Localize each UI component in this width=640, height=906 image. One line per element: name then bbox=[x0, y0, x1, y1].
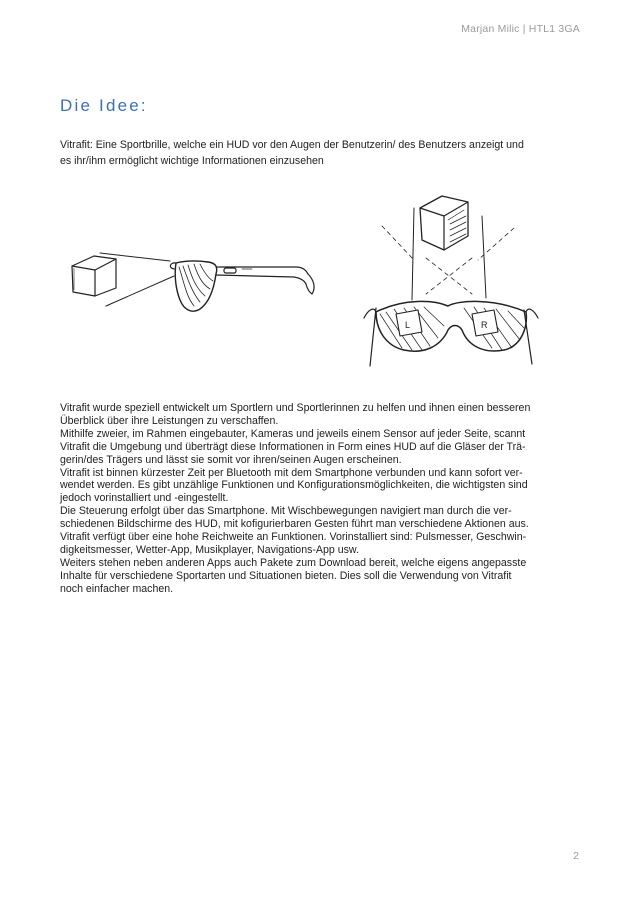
body-line: noch einfacher machen. bbox=[60, 582, 174, 595]
body-line: schiedenen Bildschirme des HUD, mit kofigurierbaren Gesten führt man verschiedene Aktionen aus. bbox=[60, 518, 529, 531]
body-line: Überblick über ihre Leistungen zu verschaffen. bbox=[60, 414, 279, 427]
main-body-text bbox=[60, 402, 582, 596]
hud-screen-right bbox=[472, 310, 498, 336]
intro-line: Vitrafit: Eine Sportbrille, welche ein HUD vor den Augen der Benutzerin/ des Benutzers anzeigt und bbox=[60, 139, 524, 151]
intro-paragraph bbox=[60, 137, 580, 169]
sunglasses-front-view-icon bbox=[364, 188, 552, 376]
body-line: wendet werden. Es gibt unzählige Funktionen und Konfigurationsmöglichkeiten, die wichtigsten sind bbox=[60, 479, 528, 492]
glasses-front-icon bbox=[364, 301, 538, 351]
cube-icon bbox=[72, 256, 116, 296]
body-line: jedoch vorinstalliert und -eingestellt. bbox=[60, 492, 229, 505]
body-line: digkeitsmesser, Wetter-App, Musikplayer, Navigations-App usw. bbox=[60, 543, 359, 556]
body-line: Die Steuerung erfolgt über das Smartphone. Mit Wischbewegungen navigiert man durch die ver- bbox=[60, 505, 512, 518]
body-line: Vitrafit ist binnen kürzester Zeit per Bluetooth mit dem Smartphone verbunden und kann sofort ver- bbox=[60, 466, 523, 479]
body-line: Vitrafit die Umgebung und überträgt diese Informationen in Form eines HUD auf die Gläser der Trä- bbox=[60, 440, 526, 453]
glasses-side-icon bbox=[170, 261, 314, 311]
body-line: Vitrafit verfügt über eine hohe Reichweite an Funktionen. Vorinstalliert sind: Pulsmesser, Geschwin- bbox=[60, 531, 527, 544]
page-number: 2 bbox=[573, 850, 579, 862]
cube-icon bbox=[420, 196, 468, 250]
intro-line: es ihr/ihm ermöglicht wichtige Informationen einzusehen bbox=[60, 155, 324, 167]
body-line: gerin/des Trägers und lässt sie somit vor ihren/seinen Augen erscheinen. bbox=[60, 453, 402, 466]
page-title: Die Idee: bbox=[60, 96, 148, 115]
body-line: Weiters stehen neben anderen Apps auch Pakete zum Download bereit, welche eigens angepasste bbox=[60, 556, 527, 569]
lens-label-right: R bbox=[481, 320, 488, 330]
body-line: Mithilfe zweier, im Rahmen eingebauter, Kameras und jeweils einem Sensor auf jeder Seite, scannt bbox=[60, 427, 526, 440]
header-author: Marjan Milic | HTL1 3GA bbox=[461, 23, 580, 35]
hud-screen-left bbox=[396, 310, 422, 336]
sunglasses-side-view-icon bbox=[66, 232, 328, 324]
body-line: Vitrafit wurde speziell entwickelt um Sportlern und Sportlerinnen zu helfen und ihnen einen besseren bbox=[60, 402, 531, 414]
body-line: Inhalte für verschiedene Sportarten und Situationen bieten. Dies soll die Verwendung von Vitrafit bbox=[60, 569, 512, 582]
lens-label-left: L bbox=[405, 320, 411, 330]
